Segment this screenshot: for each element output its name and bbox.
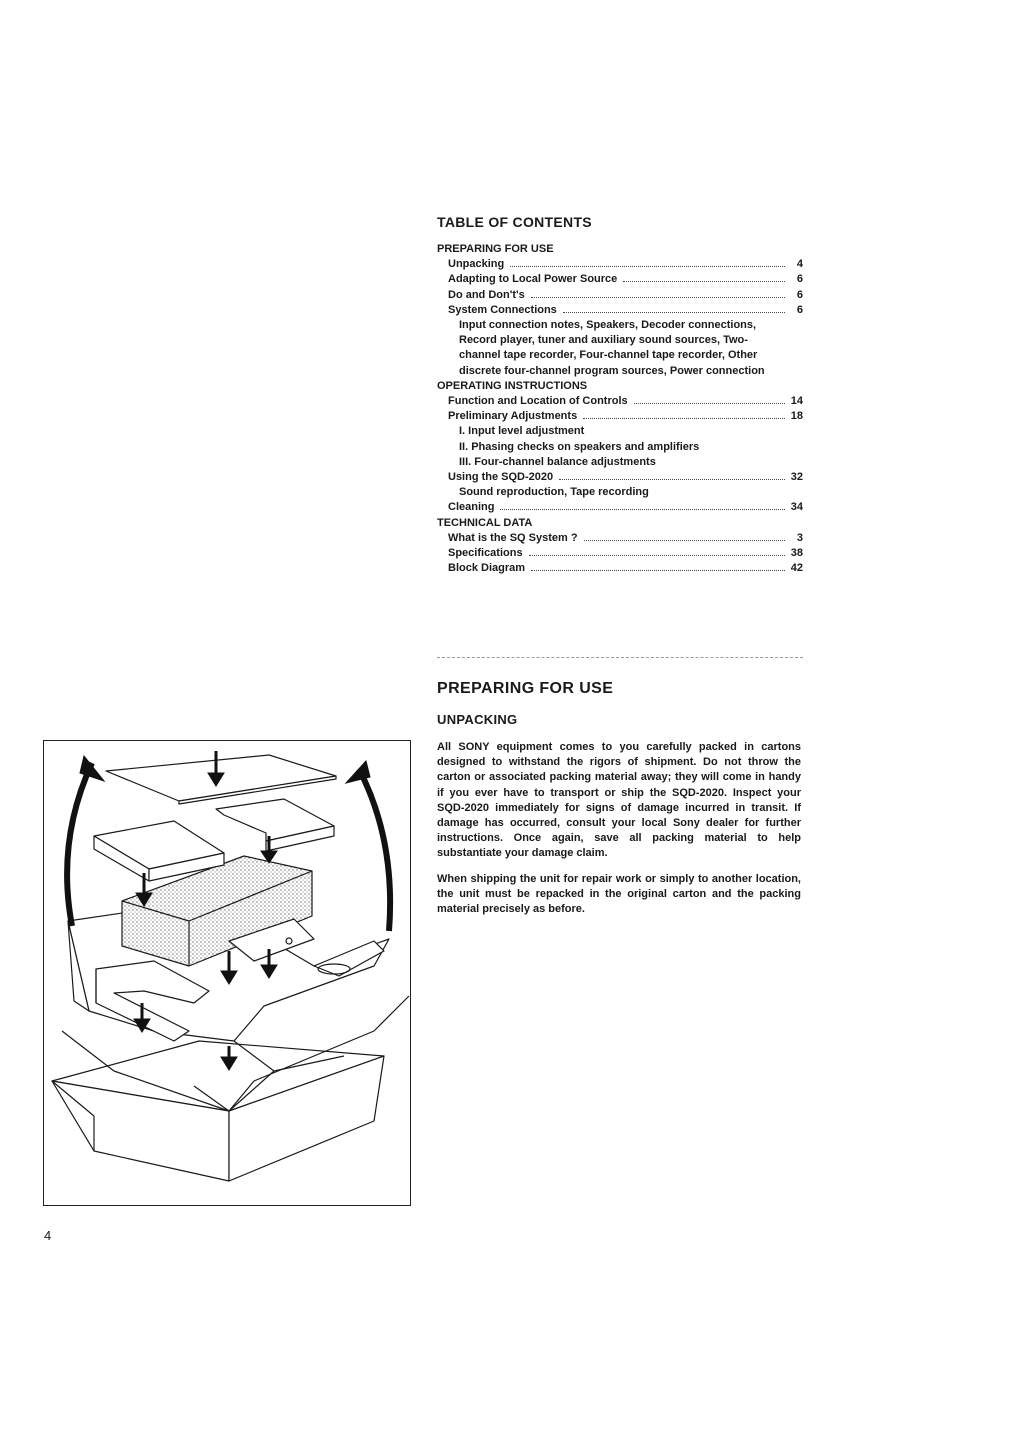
toc-entry-title: Adapting to Local Power Source — [448, 273, 618, 286]
toc-entry[interactable] — [437, 546, 803, 561]
toc-entry[interactable] — [437, 288, 803, 303]
toc-entry[interactable] — [437, 303, 803, 318]
toc-title: TABLE OF CONTENTS — [437, 214, 592, 230]
section-title: PREPARING FOR USE — [437, 680, 614, 697]
toc-subitem: III. Four-channel balance adjustments — [459, 455, 656, 468]
toc-entry-title: Unpacking — [448, 258, 505, 271]
toc-entry[interactable] — [437, 531, 803, 546]
toc-entry-title: Do and Don't's — [448, 288, 525, 301]
shipping-paragraph: When shipping the unit for repair work or simply to another location, the unit must be repacked in the original carton and the packing material precisely as before. — [437, 873, 801, 916]
toc-entry-title: System Connections — [448, 303, 557, 316]
toc-entry-page: 42 — [790, 562, 803, 575]
leader-dots — [623, 280, 785, 282]
toc-section-heading: OPERATING INSTRUCTIONS — [437, 379, 588, 392]
section-divider — [437, 657, 803, 658]
toc-entry-page: 6 — [796, 303, 803, 316]
toc-entry[interactable] — [437, 257, 803, 272]
leader-dots — [529, 554, 785, 556]
top-sheet — [106, 755, 336, 804]
toc-entry-title: Cleaning — [448, 501, 495, 514]
toc-section-heading: PREPARING FOR USE — [437, 243, 554, 255]
leader-dots — [510, 265, 785, 267]
table-of-contents — [437, 214, 803, 576]
toc-entry[interactable] — [437, 470, 803, 485]
toc-entry-title: Specifications — [448, 547, 523, 560]
toc-entry-title: Function and Location of Controls — [448, 395, 628, 408]
leader-dots — [563, 311, 785, 313]
toc-entry-title: Block Diagram — [448, 562, 526, 575]
leader-dots — [634, 402, 785, 404]
leader-dots — [500, 508, 785, 510]
toc-entry[interactable] — [437, 409, 803, 424]
toc-entry-title: Preliminary Adjustments — [448, 410, 578, 423]
toc-subitem: II. Phasing checks on speakers and amplifiers — [459, 440, 700, 453]
leader-dots — [531, 296, 785, 298]
toc-entry[interactable] — [437, 272, 803, 287]
toc-entry-page: 14 — [790, 395, 803, 408]
toc-section-heading: TECHNICAL DATA — [437, 516, 533, 529]
leader-dots — [583, 417, 785, 419]
toc-entry-title: Using the SQD-2020 — [448, 471, 554, 484]
toc-entry-page: 4 — [796, 258, 803, 271]
right-top-cushion — [216, 799, 334, 851]
leader-dots — [559, 478, 785, 480]
toc-subitem: I. Input level adjustment — [459, 425, 585, 438]
subsection-title: UNPACKING — [437, 712, 518, 727]
unpacking-paragraph: All SONY equipment comes to you carefully packed in cartons designed to withstand the rigors of shipment. Do not throw the carton or associated packing material away; they will come in handy if you ever have to transport or ship the SQD-2020. Inspect your SQD-2020 immediately for signs of damage incurred in transit. If damage has occurred, consult your local Sony dealer for further instructions. Once again, save all packing material to help substantiate your damage claim. — [437, 741, 801, 860]
exploded-packing-diagram — [44, 741, 410, 1205]
leader-dots — [531, 569, 785, 571]
toc-entry[interactable] — [437, 500, 803, 515]
toc-entry-page: 3 — [796, 531, 803, 544]
toc-entry[interactable] — [437, 561, 803, 576]
unpacking-illustration — [43, 740, 411, 1206]
toc-entry-page: 38 — [790, 547, 803, 560]
page-number: 4 — [44, 1228, 52, 1243]
toc-entry-page: 6 — [796, 273, 803, 286]
leader-dots — [584, 539, 785, 541]
toc-entry-title: What is the SQ System ? — [448, 531, 578, 544]
toc-entry-page: 18 — [790, 410, 803, 423]
toc-entry[interactable] — [437, 394, 803, 409]
toc-subtopics: Input connection notes, Speakers, Decoder connections, Record player, tuner and auxiliary sound sources, Two-channel tape recorder, Four-channel tape recorder, Other discrete four-channel program sources, Power connection — [459, 319, 765, 377]
toc-entry-page: 6 — [796, 288, 803, 301]
toc-entry-page: 32 — [790, 471, 803, 484]
toc-entry-page: 34 — [790, 501, 803, 514]
toc-subtopics: Sound reproduction, Tape recording — [459, 486, 649, 499]
